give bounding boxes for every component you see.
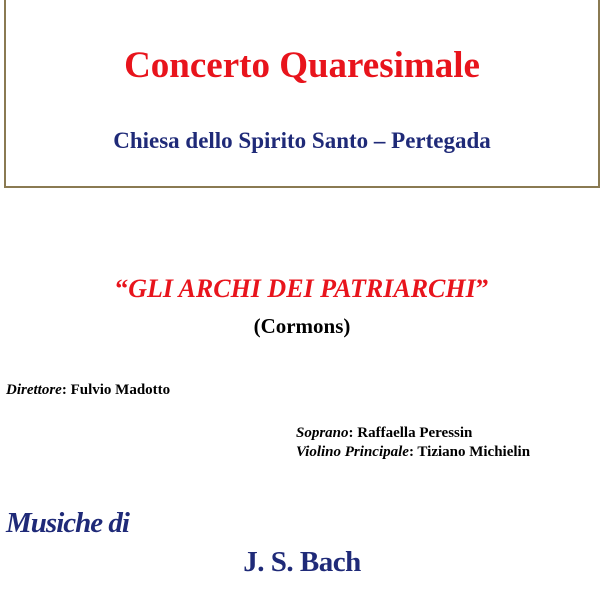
director-role: Direttore <box>6 382 62 398</box>
violin-credit <box>296 442 530 462</box>
ensemble-city: (Cormons) <box>253 314 351 338</box>
venue-subtitle: Chiesa dello Spirito Santo – Pertegada <box>113 128 491 153</box>
open-quote: “ <box>115 274 129 303</box>
violin-role: Violino Principale <box>296 444 409 460</box>
director-name: Fulvio Madotto <box>66 382 171 398</box>
ensemble-heading <box>0 272 604 306</box>
soprano-name: Raffaella Peressin <box>353 425 473 441</box>
soprano-role: Soprano <box>296 425 349 441</box>
soprano-separator: : <box>348 425 354 441</box>
director-separator: : <box>61 382 67 398</box>
concert-title: Concerto Quaresimale <box>124 45 480 86</box>
header-box <box>4 0 600 188</box>
soprano-credit <box>296 423 472 443</box>
director-credit <box>6 380 170 400</box>
violin-separator: : <box>408 444 414 460</box>
violin-name: Tiziano Michielin <box>413 444 531 460</box>
close-quote: ” <box>475 274 489 303</box>
music-label: Musiche di <box>6 507 129 539</box>
ensemble-name: GLI ARCHI DEI PATRIARCHI <box>128 274 476 303</box>
composer-name: J. S. Bach <box>243 546 361 578</box>
